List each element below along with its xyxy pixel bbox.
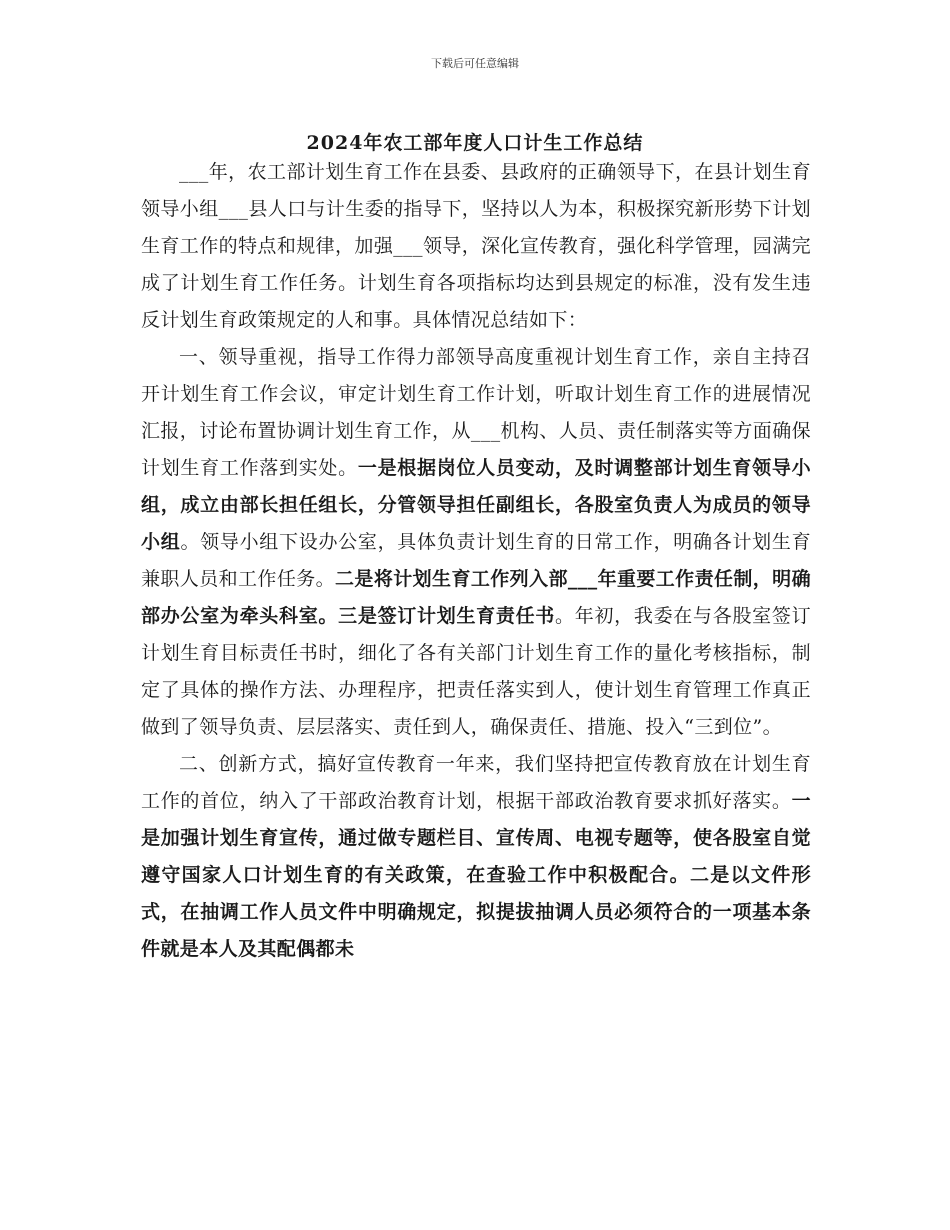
text-run: 。领导小组下设办公室，具体负责计划生育的日常工作，明确各计划生育兼职人员和工作任务。 [141, 531, 811, 590]
text-run: 。年初，我委在与各股室签订计划生育目标责任书时，细化了各有关部门计划生育工作的量化考核指标，制定了具体的操作方法、办理程序，把责任落实到人，使计划生育管理工作真正做到了领导负责、层层落实、责任到人，确保责任、措施、投入“三到位”。 [141, 605, 811, 738]
text-run: 二、创新方式，搞好宣传教育一年来，我们坚持把宣传教育放在计划生育工作的首位，纳入了干部政治教育计划，根据干部政治教育要求抓好落实。 [141, 753, 811, 812]
bold-text-run: 一是根据岗位人员变动，及时调整部计划生育领导小组，成立由部长担任组长，分管领导担任副组长，各股室负责人为成员的领导小组 [141, 457, 812, 553]
paragraph-intro [141, 154, 811, 339]
document-body [141, 154, 811, 968]
paragraph-section-1 [141, 339, 811, 746]
bold-text-run: 二是将计划生育工作列入部___年重要工作责任制，明确部办公室为牵头科室。三是签订计划生育责任书 [141, 568, 811, 627]
text-run: ___年，农工部计划生育工作在县委、县政府的正确领导下，在县计划生育领导小组___县人口与计生委的指导下，坚持以人为本，积极探究新形势下计划生育工作的特点和规律，加强___领导，深化宣传教育，强化科学管理，园满完成了计划生育工作任务。计划生育各项指标均达到县规定的标准，没有发生违反计划生育政策规定的人和事。具体情况总结如下： [141, 161, 811, 331]
bold-text-run: 一是加强计划生育宣传，通过做专题栏目、宣传周、电视专题等，使各股室自觉遵守国家人口计划生育的有关政策，在查验工作中积极配合。二是以文件形式，在抽调工作人员文件中明确规定，拟提拔抽调人员必须符合的一项基本条件就是本人及其配偶都未 [141, 790, 811, 960]
download-note: 下载后可任意编辑 [431, 57, 519, 70]
paragraph-section-2 [141, 746, 811, 968]
document-title: 2024年农工部年度人口计生工作总结 [306, 132, 644, 154]
text-run: 一、领导重视，指导工作得力部领导高度重视计划生育工作，亲自主持召开计划生育工作会议，审定计划生育工作计划，听取计划生育工作的进展情况汇报，讨论布置协调计划生育工作，从___机构、人员、责任制落实等方面确保计划生育工作落到实处。 [141, 346, 811, 479]
